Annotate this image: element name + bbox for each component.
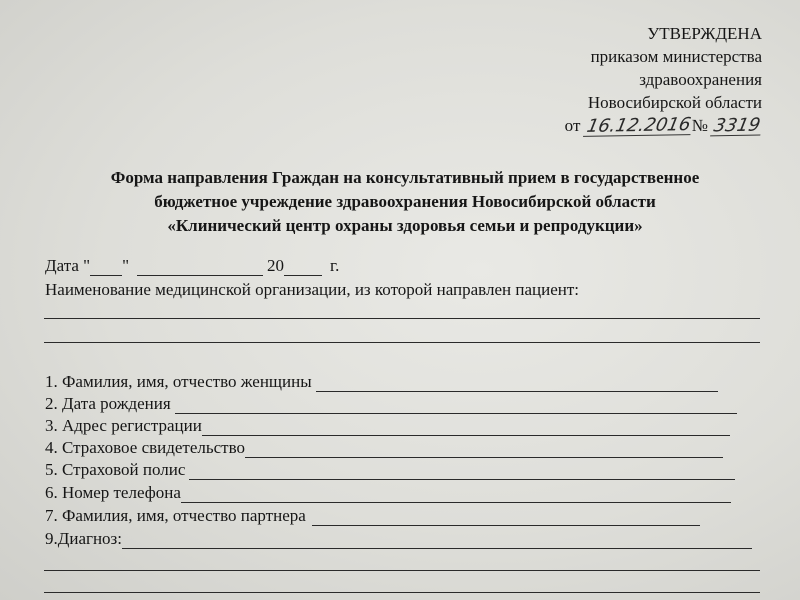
date-year-prefix: 20 [267, 256, 285, 275]
field-row-9 [45, 529, 752, 549]
diagnosis-blank-line-2[interactable] [44, 570, 760, 571]
date-day-blank[interactable] [90, 259, 122, 276]
field-row-1 [45, 372, 718, 392]
field-blank-5[interactable] [189, 463, 735, 480]
field-blank-2[interactable] [175, 397, 737, 414]
approval-date-prefix: от [564, 116, 581, 135]
approval-stamp-block [565, 22, 762, 137]
handwritten-number: 3319 [710, 117, 764, 137]
field-blank-1[interactable] [316, 375, 718, 392]
field-row-2 [45, 394, 737, 414]
org-label: Наименование медицинской организации, из которой направлен пациент: [45, 280, 579, 299]
form-title-line-3: «Клинический центр охраны здоровья семьи и репродукции» [167, 216, 643, 235]
field-row-7 [45, 506, 700, 526]
field-label-5: 5. Страховой полис [45, 460, 186, 479]
approval-line-4: Новосибирской области [587, 93, 762, 112]
form-title-line-2: бюджетное учреждение здравоохранения Новосибирской области [154, 192, 656, 211]
date-row [45, 256, 339, 276]
date-year-suffix: г. [330, 256, 340, 275]
date-quote-close: " [122, 256, 130, 275]
approval-title: УТВЕРЖДЕНА [647, 24, 762, 43]
field-label-3: 3. Адрес регистрации [45, 416, 202, 435]
org-blank-line-1[interactable] [44, 318, 760, 319]
approval-date-line [565, 114, 762, 137]
field-blank-3[interactable] [202, 419, 730, 436]
form-title-line-1: Форма направления Граждан на консультативный прием в государственное [110, 168, 700, 187]
number-sign: № [691, 116, 708, 135]
field-label-4: 4. Страховое свидетельство [45, 438, 246, 457]
date-month-blank[interactable] [137, 259, 263, 276]
handwritten-date: 16.12.2016 [583, 116, 694, 137]
field-label-9: 9.Диагноз: [45, 529, 122, 548]
approval-line-3: здравоохранения [639, 70, 762, 89]
field-blank-9[interactable] [122, 532, 752, 549]
field-label-1: 1. Фамилия, имя, отчество женщины [45, 372, 312, 391]
field-blank-6[interactable] [181, 486, 731, 503]
field-row-6 [45, 483, 731, 503]
field-label-2: 2. Дата рождения [45, 394, 171, 413]
date-label: Дата " [45, 256, 91, 275]
field-row-4 [45, 438, 723, 458]
field-blank-7[interactable] [312, 509, 700, 526]
field-label-6: 6. Номер телефона [45, 483, 181, 502]
field-blank-4[interactable] [245, 441, 723, 458]
date-year-blank[interactable] [284, 259, 322, 276]
approval-line-2: приказом министерства [590, 47, 762, 66]
org-blank-line-2[interactable] [44, 342, 760, 343]
form-title [60, 166, 750, 238]
field-row-3 [45, 416, 730, 436]
diagnosis-blank-line-3[interactable] [44, 592, 760, 593]
field-row-5 [45, 460, 735, 480]
field-label-7: 7. Фамилия, имя, отчество партнера [45, 506, 306, 525]
